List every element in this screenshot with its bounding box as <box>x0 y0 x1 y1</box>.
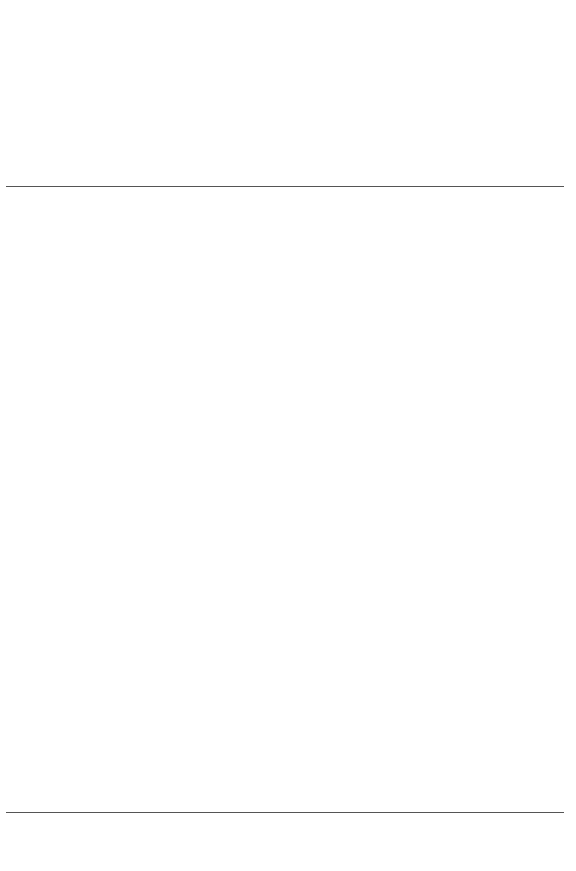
divider <box>6 186 564 187</box>
divider <box>6 812 564 813</box>
